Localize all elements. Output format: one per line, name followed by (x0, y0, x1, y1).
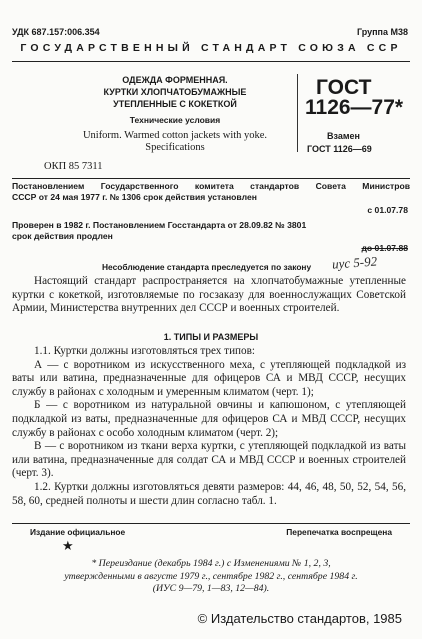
handwritten-note: иус 5-92 (331, 253, 378, 272)
copyright: © Издательство стандартов, 1985 (197, 611, 402, 626)
title-line: КУРТКИ ХЛОПЧАТОБУМАЖНЫЕ (103, 87, 247, 97)
resolution-line: СССР от 24 мая 1977 г. № 1306 срок действия установлен (12, 192, 257, 202)
title-en-line: Specifications (145, 142, 205, 153)
okp-rule (12, 178, 410, 179)
gost-label: ГОСТ (316, 76, 372, 99)
clause-1-1: 1.1. Куртки должны изготовляться трех типов: (34, 345, 256, 357)
replaces-value: ГОСТ 1126—69 (307, 144, 372, 154)
okp-code: ОКП 85 7311 (44, 161, 103, 172)
title-line: ОДЕЖДА ФОРМЕННАЯ. (122, 75, 228, 85)
footer-rule (12, 523, 410, 524)
type-b: Б — с воротником из натуральной овчины и капюшоном, с утепляющей подкладкой из ваты, предназначенные для офицеров СА и МВД СССР, несущих службу в районах с особо холодным климатом (черт. 2); (12, 399, 406, 439)
check-line: Проверен в 1982 г. Постановлением Госстандарта от 28.09.82 № 3801 (12, 220, 307, 230)
subtitle: Технические условия (129, 115, 221, 125)
types-block (12, 345, 406, 508)
reissue-line: (ИУС 9—79, 1—83, 12—84). (152, 583, 270, 594)
title-line: УТЕПЛЕННЫЕ С КОКЕТКОЙ (113, 99, 237, 109)
resolution-line: Постановлением Государственного комитета стандартов Совета Министров (12, 181, 410, 191)
intro-text: Настоящий стандарт распространяется на хлопчатобумажные утепленные куртки с кокеткой, изготовляемые по госзаказу для военнослужащих Советской Армии, Министерства внутренних дел СССР и военных строителей. (12, 275, 406, 315)
official-edition: Издание официальное (30, 527, 126, 537)
title-en-line: Uniform. Warmed cotton jackets with yoke. (82, 130, 268, 141)
group-code: Группа М38 (356, 27, 408, 37)
reissue-line: утвержденными в августе 1979 г., сентябре 1982 г., сентябре 1984 г. (64, 570, 358, 582)
effective-date: с 01.07.78 (367, 205, 408, 215)
intro-paragraph (12, 275, 406, 316)
type-v: В — с воротником из ткани верха куртки, с утепляющей подкладкой из ваты или ватина, предназначенные для солдат СА и МВД СССР и военных строителей (черт. 3). (12, 440, 406, 480)
reissue-note (12, 558, 410, 596)
legal-notice: Несоблюдение стандарта преследуется по закону (102, 262, 312, 272)
gost-number: 1126—77* (305, 96, 404, 119)
title-divider (297, 74, 298, 152)
check-line: срок действия продлен (12, 231, 113, 241)
clause-1-2: 1.2. Куртки должны изготовляться девяти размеров: 44, 46, 48, 50, 52, 54, 56, 58, 60, средней полноты и шести длин согласно табл. 1. (12, 480, 406, 507)
section-heading: 1. ТИПЫ И РАЗМЕРЫ (163, 332, 259, 342)
reissue-line: * Переиздание (декабрь 1984 г.) с Изменениями № 1, 2, 3, (91, 558, 331, 569)
title-block (70, 74, 280, 154)
udk-code: УДК 687.157:006.354 (12, 27, 100, 37)
replaces-label: Взамен (327, 131, 360, 141)
standard-banner: ГОСУДАРСТВЕННЫЙ СТАНДАРТ СОЮЗА ССР (20, 42, 402, 54)
reprint-forbidden: Перепечатка воспрещена (286, 527, 392, 537)
extended-until: до 01.07.88 (361, 243, 408, 253)
header-rule (12, 61, 410, 62)
star-icon: ★ (62, 538, 74, 553)
type-a: А — с воротником из искусственного меха, с утепляющей подкладкой из ваты или ватина, предназначенные для офицеров СА и МВД СССР, несущих службу в районах с холодным и умеренным климатом (черт. 1); (12, 358, 406, 398)
